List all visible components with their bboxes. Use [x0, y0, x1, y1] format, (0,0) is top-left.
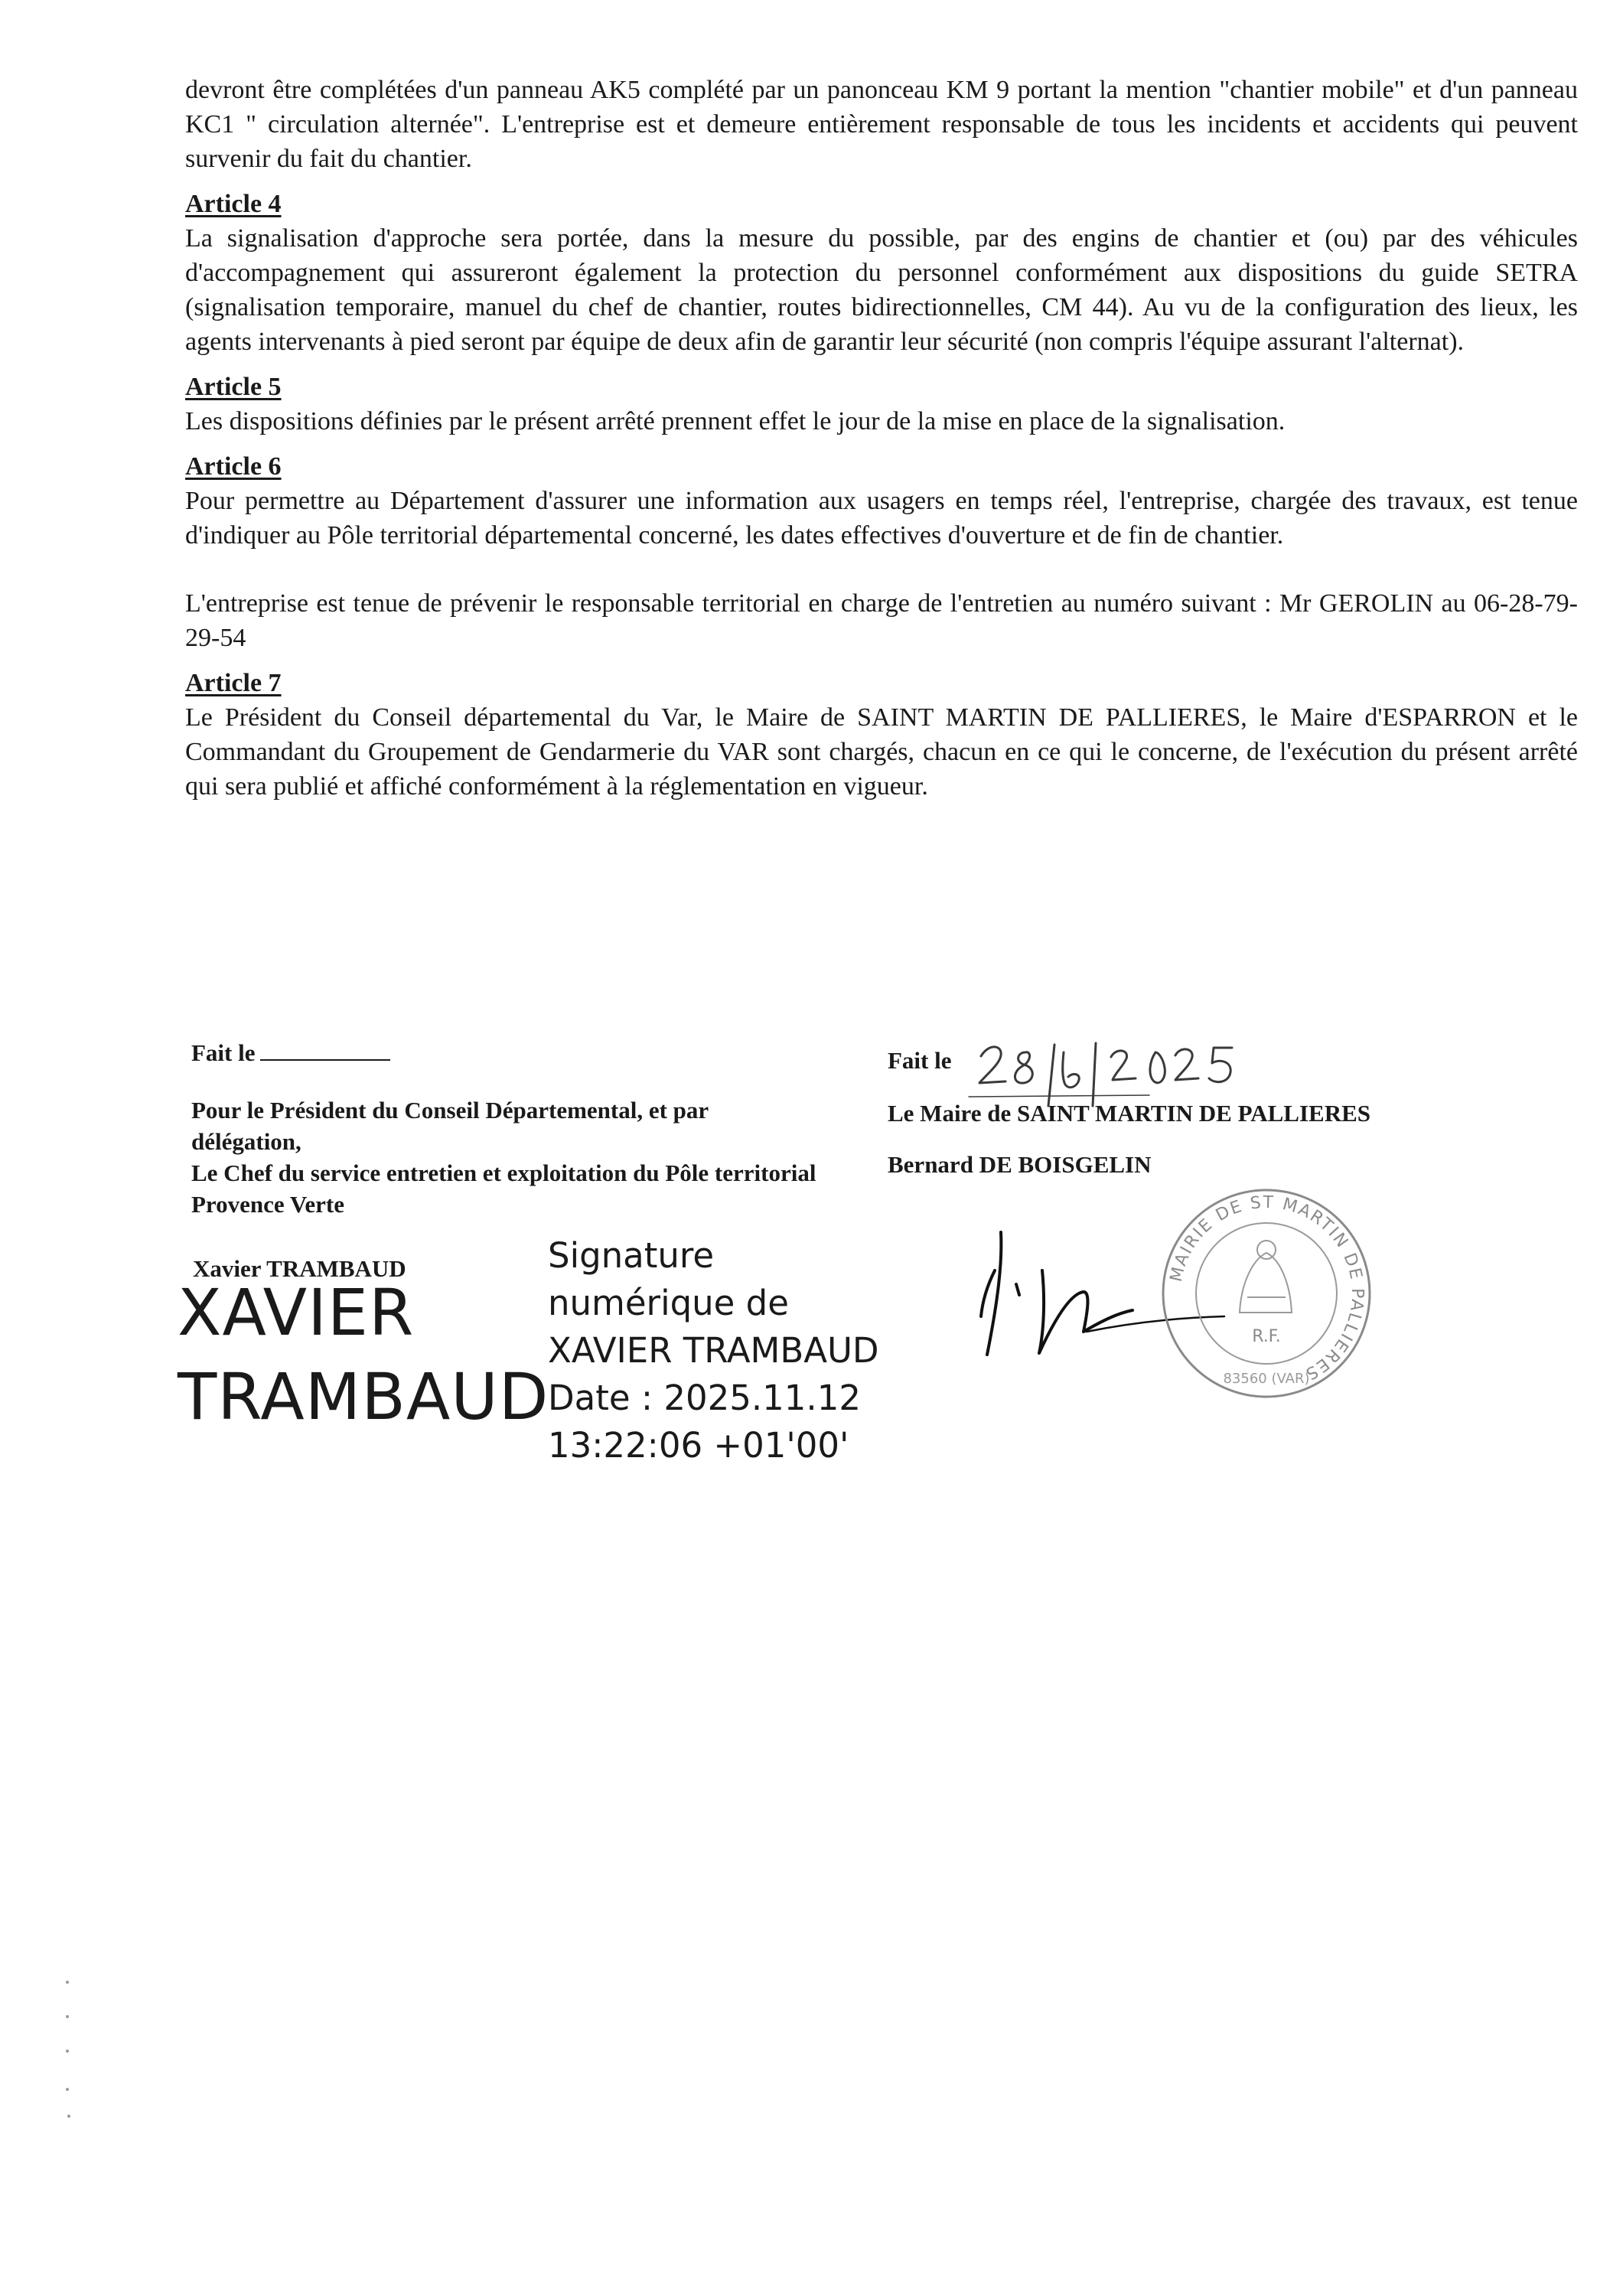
article-4-heading: Article 4: [185, 190, 282, 218]
mayor-official-stamp: [1155, 1182, 1377, 1404]
fait-le-left-label: Fait le: [191, 1039, 256, 1066]
article-5-text: Les dispositions définies par le présent arrêté prennent effet le jour de la mise en place de la signalisation.: [185, 407, 1286, 435]
digital-signature-name-line1: XAVIER: [178, 1275, 415, 1350]
scan-margin-marks: [60, 1975, 75, 2128]
digital-signature-info-line4: Date : 2025.11.12: [548, 1378, 861, 1418]
digital-signature-info: [548, 1232, 879, 1469]
mayor-title: Le Maire de SAINT MARTIN DE PALLIERES: [888, 1100, 1371, 1127]
digital-signature-info-line1: Signature: [548, 1235, 715, 1276]
digital-signature-info-line2: numérique de: [548, 1283, 789, 1323]
article-7-heading: Article 7: [185, 669, 282, 697]
printed-name-department: Xavier TRAMBAUD: [193, 1255, 406, 1282]
handwritten-date: [966, 1022, 1325, 1114]
article-6-heading: Article 6: [185, 452, 282, 481]
digital-signature-info-line5: 13:22:06 +01'00': [548, 1425, 849, 1466]
intro-paragraph: devront être complétées d'un panneau AK5 complété par un panonceau KM 9 portant la mention "chantier mobile" et d'un panneau KC1 " circulation alternée". L'entreprise est et demeure entièrement responsable de tous les incidents et accidents qui peuvent survenir du fait du chantier.: [185, 76, 1578, 173]
digital-signature-name-line2: TRAMBAUD: [178, 1359, 549, 1434]
stamp-center-text: R.F.: [1252, 1327, 1281, 1346]
article-4-text: La signalisation d'approche sera portée, dans la mesure du possible, par des engins de chantier et (ou) par des véhicules d'accompagnement qui assureront également la protection du personnel conformément aux dispositions du guide SETRA (signalisation temporaire, manuel du chef de chantier, routes bidirectionnelles, CM 44). Au vu de la configuration des lieux, les agents intervenants à pied seront par équipe de deux afin de garantir leur sécurité (non compris l'équipe assurant l'alternat).: [185, 224, 1578, 356]
article-7-text: Le Président du Conseil départemental du Var, le Maire de SAINT MARTIN DE PALLIERES, le Maire d'ESPARRON et le Commandant du Groupement de Gendarmerie du VAR sont chargés, chacun en ce qui le concerne, de l'exécution du présent arrêté qui sera publié et affiché conformément à la réglementation en vigueur.: [185, 703, 1578, 801]
fait-le-left: [191, 1037, 819, 1068]
service-chief-line: Le Chef du service entretien et exploitation du Pôle territorial Provence Verte: [191, 1159, 816, 1218]
article-5-heading: Article 5: [185, 373, 282, 401]
mayor-name: Bernard DE BOISGELIN: [888, 1151, 1152, 1178]
stamp-postcode: 83560 (VAR): [1223, 1371, 1310, 1387]
stamp-text: MAIRIE DE ST MARTIN DE PALLIERES: [1166, 1192, 1367, 1384]
signature-block-department: [191, 1037, 819, 1220]
article-6-contact-text: L'entreprise est tenue de prévenir le responsable territorial en charge de l'entretien au numéro suivant : Mr GEROLIN au 06-28-79-29-54: [185, 589, 1578, 652]
digital-signature-info-line3: XAVIER TRAMBAUD: [548, 1330, 879, 1371]
fait-le-right: Fait le: [888, 1047, 952, 1074]
digital-signature-name: [178, 1270, 549, 1439]
delegation-line: Pour le Président du Conseil Départemental, et par délégation,: [191, 1097, 709, 1155]
document-body: [185, 73, 1578, 804]
date-blank-line: [260, 1038, 390, 1061]
article-6-text: Pour permettre au Département d'assurer une information aux usagers en temps réel, l'entreprise, chargée des travaux, est tenue d'indiquer au Pôle territorial départemental concerné, les dates effectives d'ouverture et de fin de chantier.: [185, 487, 1578, 550]
